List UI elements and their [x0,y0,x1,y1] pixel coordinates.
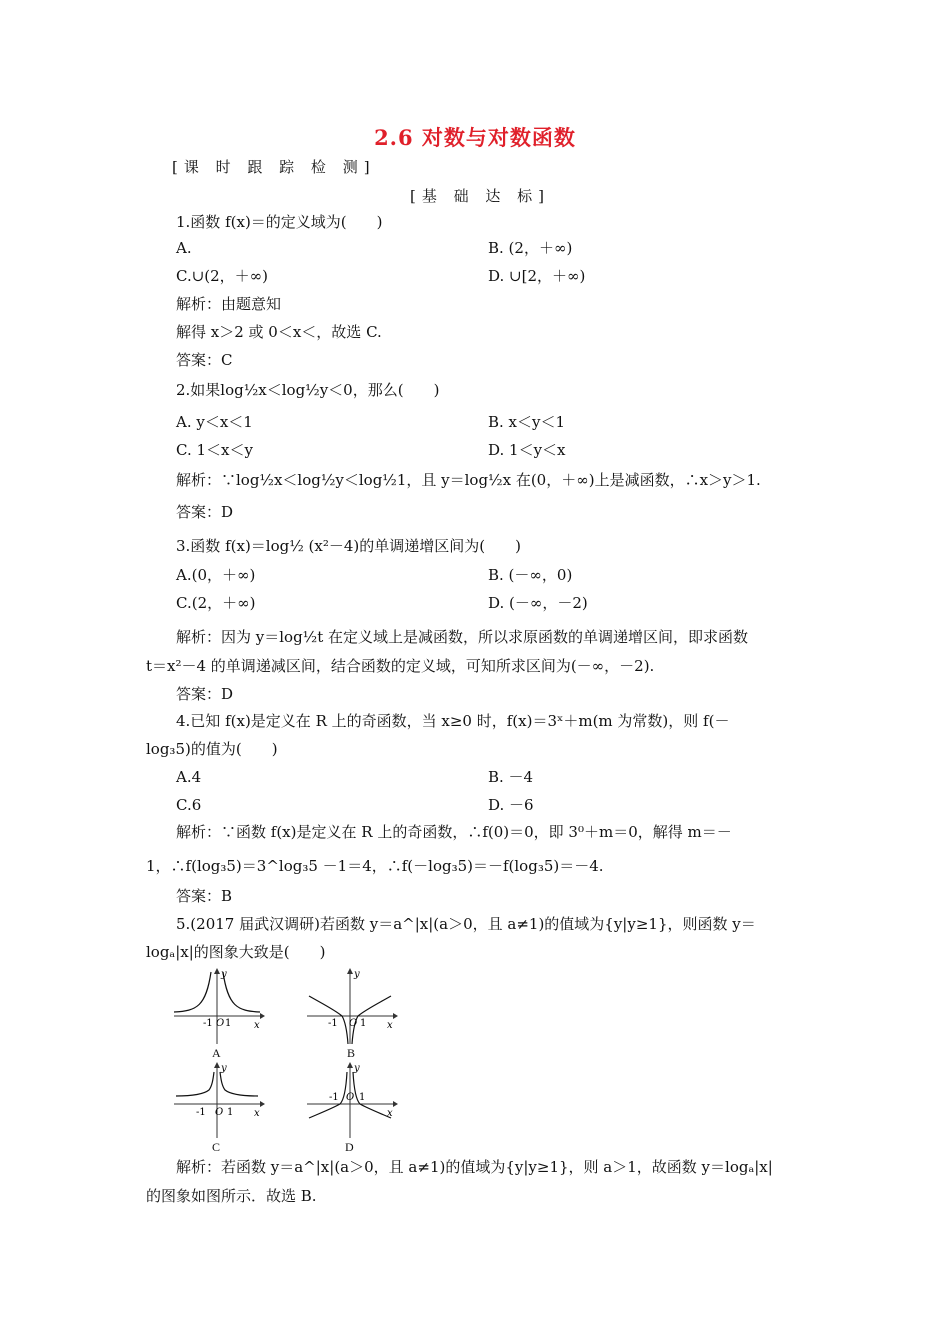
graph-a-neg1: -1 [203,1018,213,1029]
q5-stem-1: 5.(2017 届武汉调研)若函数 y＝a^|x|(a＞0，且 a≠1)的值域为{y|y≥1}，则函数 y＝ [176,915,756,933]
q3-option-b: B. (－∞，0) [488,566,573,584]
q2-option-d: D. 1＜y＜x [488,441,566,459]
q2-option-c: C. 1＜x＜y [176,441,253,459]
graph-d-neg1: -1 [329,1092,339,1103]
q4-option-b: B. －4 [488,768,534,786]
q3-option-a: A.(0，＋∞) [176,566,256,584]
subsection-header: [基 础 达 标] [410,187,551,205]
q1-analysis-1: 解析：由题意知 [176,295,282,313]
graph-a-one: 1 [225,1018,232,1029]
graph-b-one: 1 [360,1018,367,1029]
graph-a [172,966,267,1060]
graph-a-x-label: x [254,1020,260,1031]
graph-b-x-label: x [387,1020,393,1031]
graph-d-svg [305,1060,400,1140]
graph-c-svg [172,1060,267,1140]
q2-answer: 答案：D [176,503,234,521]
graph-b-neg1: -1 [328,1018,338,1029]
q3-option-c: C.(2，＋∞) [176,594,256,612]
q4-option-a: A.4 [176,768,202,786]
graph-a-origin: O [216,1018,225,1029]
q1-option-d: D. ∪[2，＋∞) [488,267,586,285]
graph-b-label: B [347,1046,356,1060]
graph-c-x-label: x [254,1108,260,1119]
q5-analysis-1: 解析：若函数 y＝a^|x|(a＞0，且 a≠1)的值域为{y|y≥1}，则 a＞1，故函数 y＝logₐ|x| [176,1158,773,1176]
q3-analysis-1: 解析：因为 y＝log½t 在定义域上是减函数，所以求原函数的单调递增区间，即求函数 [176,628,749,646]
graph-b [305,966,400,1060]
q4-stem-2: log₃5)的值为( ) [146,740,278,758]
graph-c-y-label: y [221,1063,227,1074]
graph-c-origin: O [215,1107,224,1118]
q1-option-a: A. [176,239,192,257]
graph-d-origin: O [346,1092,355,1103]
graph-d-y-label: y [354,1063,360,1074]
q4-analysis-2: 1，∴f(log₃5)＝3^log₃5 －1＝4，∴f(－log₃5)＝－f(log₃5)＝－4. [146,857,604,875]
q4-option-d: D. －6 [488,796,534,814]
q1-analysis-2: 解得 x＞2 或 0＜x＜，故选 C. [176,323,382,341]
graph-c-neg1: -1 [196,1107,206,1118]
graph-a-svg [172,966,267,1046]
q4-option-c: C.6 [176,796,202,814]
q2-analysis: 解析：∵log½x＜log½y＜log½1，且 y＝log½x 在(0，＋∞)上是减函数，∴x＞y＞1. [176,471,761,489]
q5-stem-2: logₐ|x|的图象大致是( ) [146,943,326,961]
q1-stem: 1.函数 f(x)＝的定义域为( ) [176,213,383,231]
graph-b-origin: O [349,1018,358,1029]
q2-option-a: A. y＜x＜1 [176,413,253,431]
q4-stem-1: 4.已知 f(x)是定义在 R 上的奇函数，当 x≥0 时，f(x)＝3ˣ＋m(m 为常数)，则 f(－ [176,712,730,730]
q3-analysis-2: t＝x²－4 的单调递减区间，结合函数的定义域，可知所求区间为(－∞，－2). [146,657,655,675]
graph-d-x-label: x [387,1108,393,1119]
q4-answer: 答案：B [176,887,233,905]
graph-d-one: 1 [359,1092,366,1103]
page-title: 2.6 对数与对数函数 [374,125,576,150]
q3-answer: 答案：D [176,685,234,703]
q1-answer: 答案：C [176,351,233,369]
q4-analysis-1: 解析：∵函数 f(x)是定义在 R 上的奇函数，∴f(0)＝0，即 3⁰＋m＝0，解得 m＝－ [176,823,732,841]
q2-stem: 2.如果log½x＜log½y＜0，那么( ) [176,381,440,399]
graph-d-label: D [345,1140,354,1154]
q2-option-b: B. x＜y＜1 [488,413,566,431]
q1-option-c: C.∪(2，＋∞) [176,267,269,285]
graph-a-y-label: y [221,969,227,980]
graph-b-svg [305,966,400,1046]
section-header: [课 时 跟 踪 检 测] [172,158,376,176]
graph-a-label: A [212,1046,221,1060]
q3-stem: 3.函数 f(x)＝log½ (x²－4)的单调递增区间为( ) [176,537,521,555]
q1-option-b: B. (2，＋∞) [488,239,573,257]
graph-d [305,1060,400,1154]
graph-c-label: C [212,1140,221,1154]
graph-c [172,1060,267,1154]
q3-option-d: D. (－∞，－2) [488,594,588,612]
graph-c-one: 1 [227,1107,234,1118]
q5-analysis-2: 的图象如图所示．故选 B. [146,1187,317,1205]
graph-b-y-label: y [354,969,360,980]
